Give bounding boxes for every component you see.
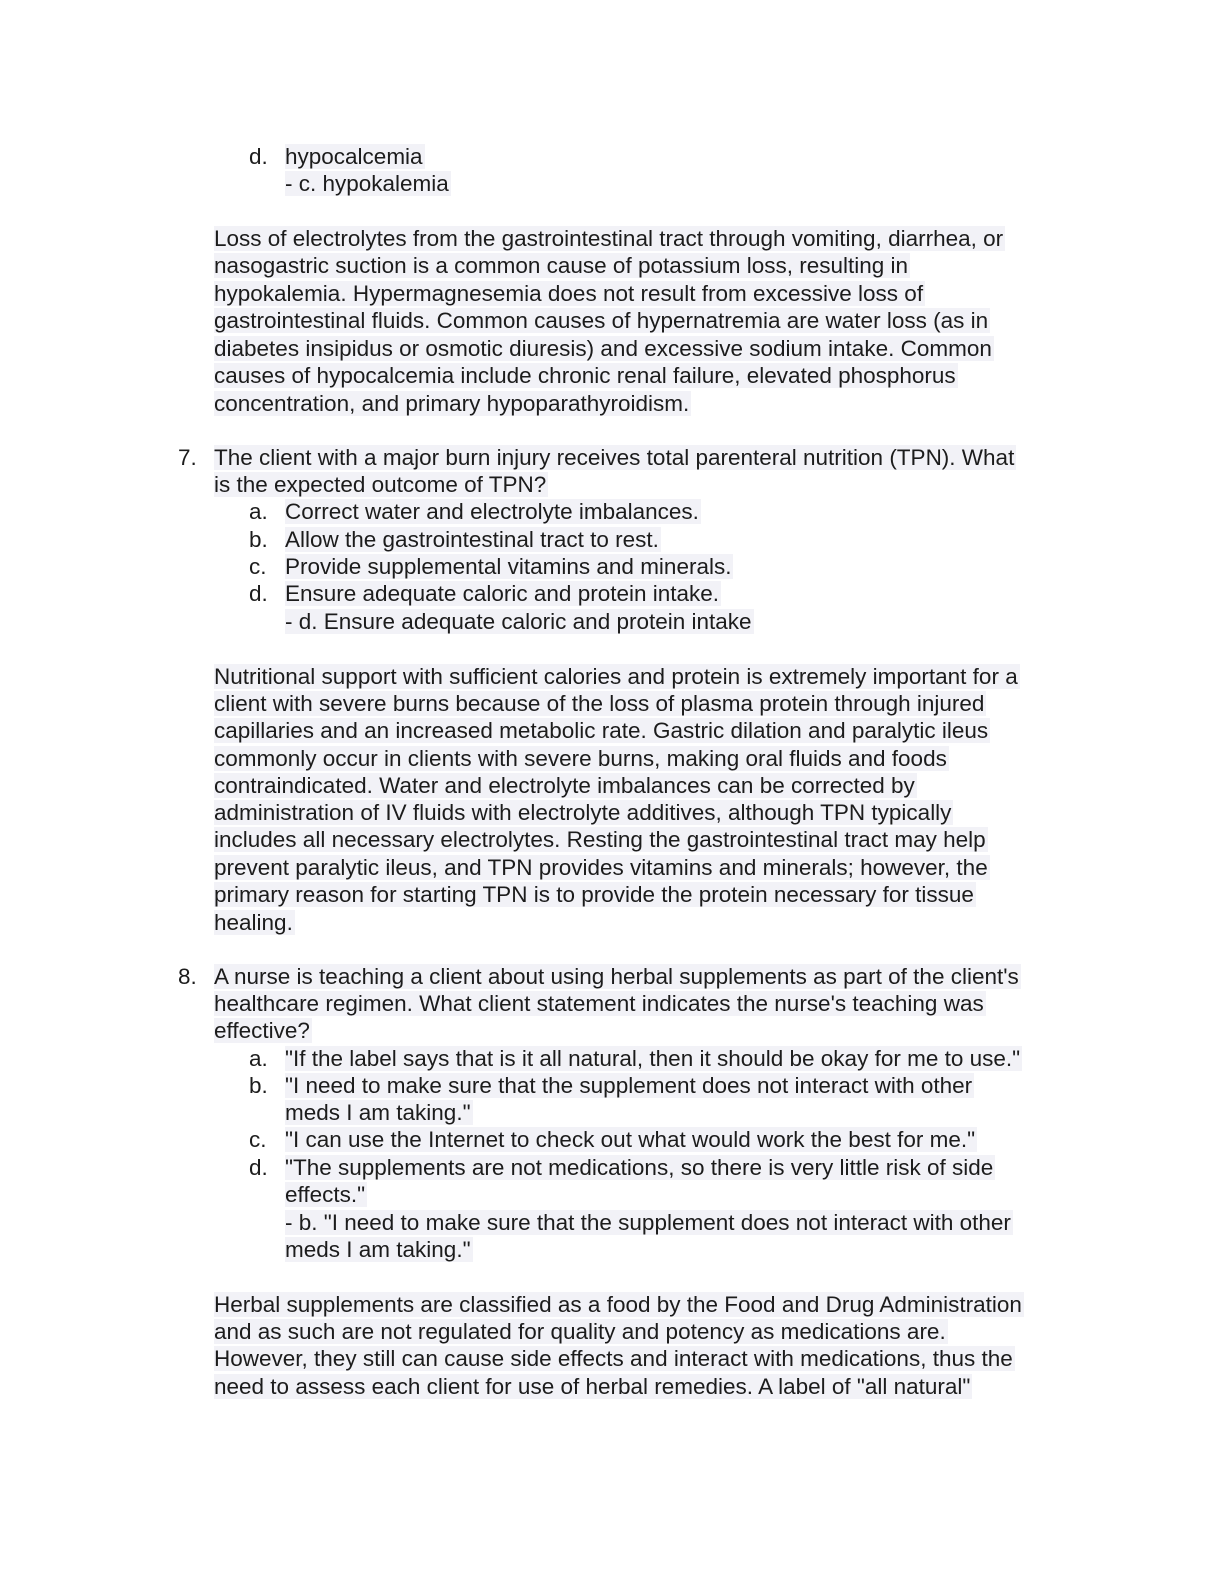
rationale-line: causes of hypocalcemia include chronic renal failure, elevated phosphorus bbox=[214, 363, 956, 388]
rationale-line: gastrointestinal fluids. Common causes of hypernatremia are water loss (as in bbox=[214, 308, 989, 333]
rationale-line: concentration, and primary hypoparathyroidism. bbox=[214, 391, 690, 416]
answer-key: - d. Ensure adequate caloric and protein intake bbox=[285, 609, 752, 634]
rationale-line: healing. bbox=[214, 910, 293, 935]
option-text: hypocalcemia bbox=[285, 144, 423, 169]
answer-key: meds I am taking." bbox=[285, 1237, 471, 1262]
answer-key: - c. hypokalemia bbox=[285, 171, 449, 196]
rationale-line: commonly occur in clients with severe burns, making oral fluids and foods bbox=[214, 746, 947, 771]
option-text: Allow the gastrointestinal tract to rest. bbox=[285, 527, 659, 552]
rationale-line: nasogastric suction is a common cause of potassium loss, resulting in bbox=[214, 253, 909, 278]
question-stem: is the expected outcome of TPN? bbox=[214, 472, 547, 497]
option-text: effects." bbox=[285, 1182, 366, 1207]
rationale-line: Herbal supplements are classified as a food by the Food and Drug Administration bbox=[214, 1292, 1022, 1317]
option-letter: b. bbox=[249, 1073, 268, 1098]
option-text: "I need to make sure that the supplement does not interact with other bbox=[285, 1073, 973, 1098]
option-letter: c. bbox=[249, 554, 267, 579]
question-stem: A nurse is teaching a client about using herbal supplements as part of the client's bbox=[214, 964, 1019, 989]
rationale-line: diabetes insipidus or osmotic diuresis) and excessive sodium intake. Common bbox=[214, 336, 992, 361]
option-text: "The supplements are not medications, so there is very little risk of side bbox=[285, 1155, 994, 1180]
rationale-line: contraindicated. Water and electrolyte imbalances can be corrected by bbox=[214, 773, 915, 798]
option-letter: b. bbox=[249, 527, 268, 552]
question-stem: healthcare regimen. What client statement indicates the nurse's teaching was bbox=[214, 991, 984, 1016]
option-text: meds I am taking." bbox=[285, 1100, 471, 1125]
option-text: "If the label says that is it all natural, then it should be okay for me to use." bbox=[285, 1046, 1021, 1071]
question-number: 7. bbox=[178, 445, 197, 470]
rationale-line: prevent paralytic ileus, and TPN provides vitamins and minerals; however, the bbox=[214, 855, 988, 880]
rationale-line: client with severe burns because of the loss of plasma protein through injured bbox=[214, 691, 985, 716]
rationale-line: administration of IV fluids with electrolyte additives, although TPN typically bbox=[214, 800, 952, 825]
option-text: Ensure adequate caloric and protein intake. bbox=[285, 581, 720, 606]
question-stem: effective? bbox=[214, 1018, 310, 1043]
rationale-line: hypokalemia. Hypermagnesemia does not result from excessive loss of bbox=[214, 281, 924, 306]
rationale-line: Nutritional support with sufficient calories and protein is extremely important for a bbox=[214, 664, 1018, 689]
question-stem: The client with a major burn injury receives total parenteral nutrition (TPN). What bbox=[214, 445, 1015, 470]
rationale-line: However, they still can cause side effects and interact with medications, thus the bbox=[214, 1346, 1013, 1371]
rationale-line: primary reason for starting TPN is to provide the protein necessary for tissue bbox=[214, 882, 974, 907]
option-letter: d. bbox=[249, 581, 268, 606]
rationale-line: includes all necessary electrolytes. Resting the gastrointestinal tract may help bbox=[214, 827, 986, 852]
option-letter: a. bbox=[249, 499, 268, 524]
option-text: Correct water and electrolyte imbalances. bbox=[285, 499, 699, 524]
option-letter: a. bbox=[249, 1046, 268, 1071]
option-text: "I can use the Internet to check out what would work the best for me." bbox=[285, 1127, 976, 1152]
rationale-line: capillaries and an increased metabolic rate. Gastric dilation and paralytic ileus bbox=[214, 718, 989, 743]
option-letter: d. bbox=[249, 144, 268, 169]
question-number: 8. bbox=[178, 964, 197, 989]
rationale-line: need to assess each client for use of herbal remedies. A label of "all natural" bbox=[214, 1374, 971, 1399]
rationale-line: Loss of electrolytes from the gastrointestinal tract through vomiting, diarrhea, or bbox=[214, 226, 1004, 251]
answer-key: - b. "I need to make sure that the supplement does not interact with other bbox=[285, 1210, 1011, 1235]
rationale-line: and as such are not regulated for quality and potency as medications are. bbox=[214, 1319, 946, 1344]
option-text: Provide supplemental vitamins and minerals. bbox=[285, 554, 732, 579]
option-letter: c. bbox=[249, 1127, 267, 1152]
option-letter: d. bbox=[249, 1155, 268, 1180]
